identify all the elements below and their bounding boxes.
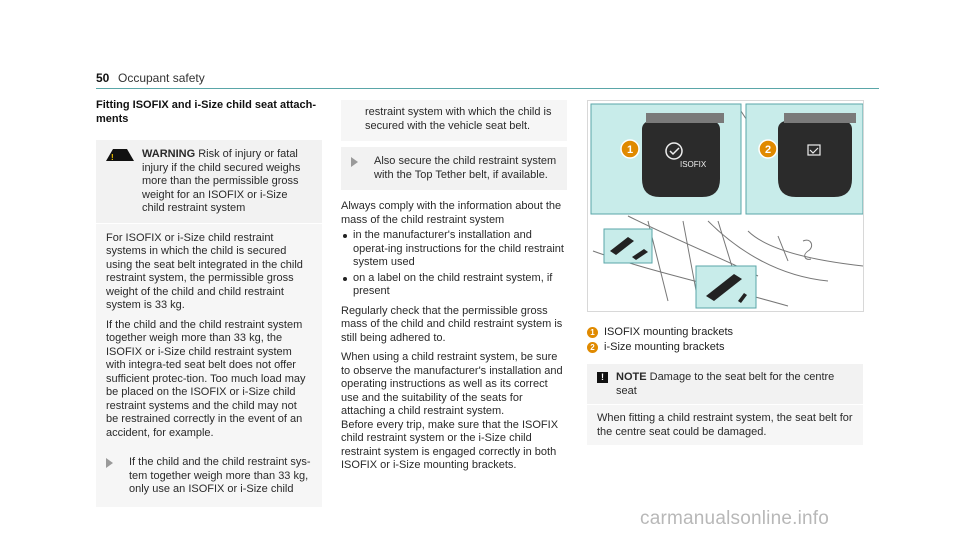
note-body-text: When fitting a child restraint system, the seat belt for the centre seat could be damaged. bbox=[597, 412, 853, 438]
warning-triangle-icon: ! bbox=[106, 149, 134, 161]
warning-paragraph: If the child and the child restraint system together weigh more than 33 kg, the ISOFIX or i-Size child restraint system with integra-ted seat belt does not offer sufficient protec-tion. Too much load may be placed on the ISOFIX or i-Size child restraint systems and the child may not be restrained correctly in the event of an accident, for example. bbox=[106, 318, 306, 439]
warning-heading-text bbox=[142, 148, 312, 216]
page-number: 50 bbox=[96, 71, 110, 85]
caption-item bbox=[587, 325, 879, 340]
bullet-list bbox=[341, 229, 567, 299]
section-title: Occupant safety bbox=[118, 71, 205, 85]
figure-illustration bbox=[588, 101, 864, 312]
note-header bbox=[587, 364, 863, 405]
tip-block bbox=[341, 147, 567, 190]
tip-text: Also secure the child restraint system with the Top Tether belt, if available. bbox=[374, 155, 557, 181]
left-column bbox=[96, 99, 322, 507]
tip-arrow-icon bbox=[351, 157, 366, 167]
section-heading: Fitting ISOFIX and i-Size child seat attach- ments bbox=[96, 99, 317, 125]
tip-continued-text: restraint system with which the child is secured with the vehicle seat belt. bbox=[365, 106, 552, 132]
warning-label: WARNING bbox=[142, 148, 196, 160]
note-box bbox=[587, 364, 863, 445]
watermark: carmanualsonline.info bbox=[640, 508, 830, 529]
warning-header bbox=[96, 140, 322, 224]
tip-text: If the child and the child restraint sys-tem together weigh more than 33 kg, only use an ISOFIX or i-Size child bbox=[129, 456, 311, 495]
warning-body bbox=[96, 224, 322, 507]
tip-arrow-icon bbox=[106, 458, 121, 468]
svg-text:2: 2 bbox=[765, 144, 772, 156]
note-heading-text bbox=[616, 371, 853, 398]
note-title: Damage to the seat belt for the centre seat bbox=[616, 371, 835, 397]
caption-item bbox=[587, 340, 879, 355]
caption-number: 1 bbox=[587, 327, 598, 338]
paragraph: Always comply with the information about the mass of the child restraint system bbox=[341, 200, 562, 226]
caption-number: 2 bbox=[587, 342, 598, 353]
warning-title: Risk of injury or fatal injury if the child secured weighs more than the permissible gross weight for an ISOFIX or i-Size child restraint system bbox=[142, 148, 301, 214]
paragraph: Regularly check that the permissible gross mass of the child and child restraint system is still being adhered to. bbox=[341, 304, 563, 344]
list-item: in the manufacturer's installation and operat-ing instructions for the child restraint system used bbox=[341, 229, 567, 270]
note-label: NOTE bbox=[616, 371, 647, 383]
isofix-figure bbox=[587, 100, 864, 312]
figure-captions bbox=[587, 325, 879, 355]
note-body bbox=[587, 405, 863, 445]
caption-text: ISOFIX mounting brackets bbox=[604, 326, 733, 338]
svg-text:1: 1 bbox=[627, 144, 634, 156]
paragraph: When using a child restraint system, be sure to observe the manufacturer's installation and operating instructions as well as its correct use and the suitability of the seats for attaching a child restraint system. bbox=[341, 351, 563, 417]
header-rule bbox=[96, 88, 879, 89]
inset-left bbox=[604, 229, 652, 263]
tip-continued bbox=[341, 100, 567, 141]
list-item: on a label on the child restraint system, if present bbox=[341, 272, 567, 299]
warning-paragraph: For ISOFIX or i-Size child restraint systems in which the child is secured using the seat belt integrated in the child restraint system, the permissible gross weight of the child and child restraint system is 33 kg. bbox=[106, 231, 303, 311]
middle-column bbox=[341, 100, 567, 479]
isize-bracket bbox=[778, 121, 852, 197]
isofix-label: ISOFIX bbox=[680, 160, 707, 169]
note-exclamation-icon: ! bbox=[597, 372, 608, 383]
warning-box bbox=[96, 140, 322, 507]
isofix-bracket bbox=[642, 121, 720, 197]
isofix-bracket-top bbox=[646, 113, 724, 123]
tip-block bbox=[106, 450, 312, 499]
paragraph: Before every trip, make sure that the ISOFIX child restraint system or the i-Size child restraint system is engaged correctly in both ISOFIX or i-Size mounting brackets. bbox=[341, 418, 559, 471]
caption-text: i-Size mounting brackets bbox=[604, 341, 725, 353]
